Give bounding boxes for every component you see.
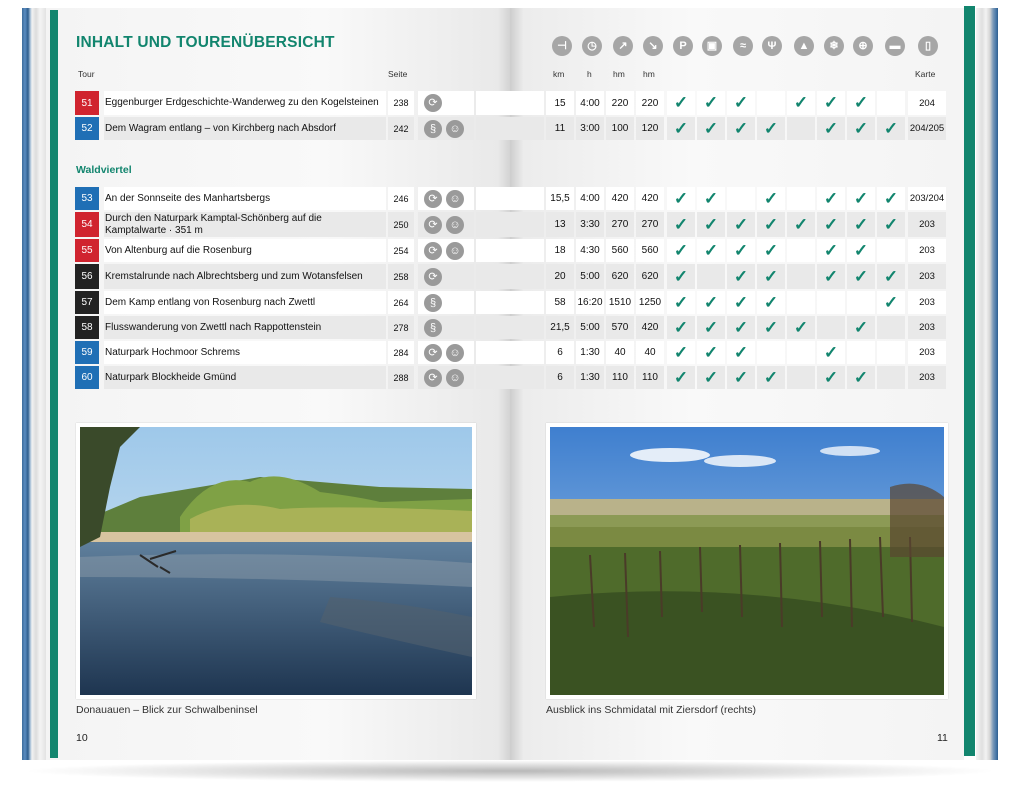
loop-tour-icon: ⟳ [424, 216, 442, 234]
tour-ascent: 100 [611, 123, 629, 134]
check-mark-icon: ✓ [823, 188, 839, 208]
tour-page: 242 [393, 123, 409, 134]
check-mark-icon: ✓ [823, 214, 839, 234]
check-mark-icon: ✓ [853, 266, 869, 286]
tour-page: 284 [393, 347, 409, 358]
tour-number: 55 [75, 239, 99, 262]
check-mark-icon: ✓ [763, 292, 779, 312]
tour-name: Eggenburger Erdgeschichte-Wanderweg zu den Kogelsteinen [105, 97, 379, 108]
descent-icon: ↘ [643, 36, 663, 56]
check-mark-icon: ✓ [733, 118, 749, 138]
tour-descent: 420 [641, 322, 659, 333]
tour-page: 264 [393, 297, 409, 308]
tour-ascent: 40 [614, 347, 626, 358]
tour-name: Kremstalrunde nach Albrechtsberg und zum Wotansfelsen [105, 270, 363, 282]
check-mark-icon: ✓ [823, 342, 839, 362]
table-cell [476, 366, 544, 389]
tour-row [0, 91, 1016, 115]
tour-km: 6 [557, 347, 563, 358]
check-mark-icon: ✓ [883, 118, 899, 138]
check-mark-icon: ✓ [733, 317, 749, 337]
tour-number: 59 [75, 341, 99, 364]
tour-map: 203 [919, 219, 935, 230]
tour-descent: 120 [641, 123, 659, 134]
kids-icon: ☺ [446, 344, 464, 362]
tour-number: 54 [75, 212, 99, 237]
section-waldviertel: Waldviertel [76, 164, 132, 176]
tour-km: 15,5 [550, 193, 570, 204]
tour-descent: 270 [641, 219, 659, 230]
check-mark-icon: ✓ [673, 292, 689, 312]
tour-name: Von Altenburg auf die Rosenburg [105, 244, 252, 256]
check-mark-icon: ✓ [883, 266, 899, 286]
tour-number: 60 [75, 366, 99, 389]
summit-icon: ▲ [794, 36, 814, 56]
winter-icon: ❄ [824, 36, 844, 56]
photo-schmidatal [546, 423, 948, 699]
oneway-tour-icon: § [424, 319, 442, 337]
tour-hours: 16:20 [577, 297, 603, 308]
clock-icon: ◷ [582, 36, 602, 56]
tour-number: 51 [75, 91, 99, 115]
table-cell [877, 341, 905, 364]
check-mark-icon: ✓ [883, 292, 899, 312]
loop-tour-icon: ⟳ [424, 242, 442, 260]
loop-tour-icon: ⟳ [424, 268, 442, 286]
check-mark-icon: ✓ [823, 266, 839, 286]
table-cell [877, 239, 905, 262]
tour-name: Durch den Naturpark Kamptal-Schönberg auf die Kamptalwarte · 351 m [105, 212, 322, 236]
tour-name: An der Sonnseite des Manhartsbergs [105, 192, 271, 204]
check-mark-icon: ✓ [763, 188, 779, 208]
check-mark-icon: ✓ [703, 214, 719, 234]
map-icon: ▯ [918, 36, 938, 56]
tour-row [0, 366, 1016, 389]
header-tour: Tour [78, 69, 95, 79]
kids-icon: ☺ [446, 216, 464, 234]
oneway-tour-icon: § [424, 120, 442, 138]
table-cell [757, 341, 785, 364]
photo-donauauen [76, 423, 476, 699]
tour-page: 278 [393, 322, 409, 333]
table-cell [787, 239, 815, 262]
tour-ascent: 560 [611, 245, 629, 256]
tour-row [0, 291, 1016, 314]
check-mark-icon: ✓ [733, 93, 749, 112]
table-cell [877, 366, 905, 389]
oneway-tour-icon: § [424, 294, 442, 312]
table-cell [847, 291, 875, 314]
tour-hours: 3:30 [580, 219, 600, 230]
check-mark-icon: ✓ [823, 367, 839, 387]
loop-tour-icon: ⟳ [424, 94, 442, 112]
check-mark-icon: ✓ [673, 118, 689, 138]
tour-map: 204 [919, 97, 935, 109]
table-cell [877, 316, 905, 339]
check-mark-icon: ✓ [733, 292, 749, 312]
tour-map: 203 [919, 322, 935, 333]
check-mark-icon: ✓ [763, 240, 779, 260]
table-cell [817, 291, 845, 314]
tour-descent: 1250 [638, 297, 662, 308]
tour-row [0, 187, 1016, 210]
check-mark-icon: ✓ [703, 240, 719, 260]
tour-km: 20 [554, 271, 566, 282]
tour-hours: 4:00 [580, 193, 600, 204]
tour-name: Naturpark Hochmoor Schrems [105, 346, 241, 358]
check-mark-icon: ✓ [733, 214, 749, 234]
tour-number: 57 [75, 291, 99, 314]
tour-row [0, 212, 1016, 237]
tour-map: 203 [919, 372, 935, 383]
table-cell [727, 187, 755, 210]
table-cell [877, 91, 905, 115]
kids-icon: ☺ [446, 242, 464, 260]
tour-page: 238 [393, 98, 409, 108]
tour-number: 56 [75, 264, 99, 289]
check-mark-icon: ✓ [703, 118, 719, 138]
tour-km: 21,5 [550, 322, 570, 333]
check-mark-icon: ✓ [853, 118, 869, 138]
tour-ascent: 420 [611, 193, 629, 204]
check-mark-icon: ✓ [853, 317, 869, 337]
kids-icon: ☺ [446, 120, 464, 138]
tour-descent: 620 [641, 271, 659, 282]
tour-ascent: 270 [611, 219, 629, 230]
tour-page: 288 [393, 372, 409, 383]
tour-ascent: 570 [611, 322, 629, 333]
tour-km: 15 [554, 97, 566, 109]
check-mark-icon: ✓ [853, 240, 869, 260]
tour-map: 203 [919, 297, 935, 308]
header-h: h [587, 69, 592, 79]
tour-hours: 1:30 [580, 372, 600, 383]
tour-km: 11 [554, 123, 566, 134]
tour-ascent: 220 [611, 97, 629, 109]
ascent-icon: ↗ [613, 36, 633, 56]
tour-name: Dem Wagram entlang – von Kirchberg nach Absdorf [105, 122, 336, 134]
restaurant-icon: Ψ [762, 36, 782, 56]
table-cell [787, 366, 815, 389]
header-km: km [553, 69, 565, 79]
check-mark-icon: ✓ [673, 266, 689, 286]
caption-left: Donauauen – Blick zur Schwalbeninsel [76, 704, 258, 716]
tour-page: 258 [393, 271, 409, 282]
table-cell [476, 316, 544, 339]
tour-map: 204/205 [909, 123, 945, 134]
table-cell [476, 291, 544, 314]
tour-row [0, 117, 1016, 140]
caption-right: Ausblick ins Schmidatal mit Ziersdorf (rechts) [546, 704, 757, 716]
tour-descent: 560 [641, 245, 659, 256]
book-shadow [20, 760, 1000, 782]
tour-hours: 3:00 [580, 123, 600, 134]
tour-row [0, 264, 1016, 289]
table-cell [787, 187, 815, 210]
tour-page: 246 [393, 193, 409, 204]
table-cell [476, 91, 544, 115]
tour-km: 6 [557, 372, 563, 383]
table-cell [847, 341, 875, 364]
check-mark-icon: ✓ [763, 317, 779, 337]
bus-icon: ▣ [702, 36, 722, 56]
check-mark-icon: ✓ [763, 266, 779, 286]
page-number-left: 10 [76, 732, 88, 744]
check-mark-icon: ✓ [823, 240, 839, 260]
page-number-right: 11 [937, 732, 948, 744]
tour-row [0, 316, 1016, 339]
check-mark-icon: ✓ [673, 188, 689, 208]
tour-ascent: 1510 [608, 297, 632, 308]
table-cell [787, 117, 815, 140]
tour-km: 58 [554, 297, 566, 308]
check-mark-icon: ✓ [733, 266, 749, 286]
check-mark-icon: ✓ [853, 93, 869, 112]
header-karte: Karte [915, 69, 936, 79]
check-mark-icon: ✓ [763, 367, 779, 387]
check-mark-icon: ✓ [673, 214, 689, 234]
check-mark-icon: ✓ [793, 93, 809, 112]
tour-map: 203 [919, 347, 935, 358]
loop-tour-icon: ⟳ [424, 344, 442, 362]
header-hm-down: hm [643, 69, 655, 79]
loop-tour-icon: ⟳ [424, 190, 442, 208]
tour-ascent: 620 [611, 271, 629, 282]
tour-km: 13 [554, 219, 566, 230]
table-cell [476, 264, 544, 289]
check-mark-icon: ✓ [733, 342, 749, 362]
tour-ascent: 110 [612, 372, 628, 383]
check-mark-icon: ✓ [853, 367, 869, 387]
table-cell [476, 239, 544, 262]
check-mark-icon: ✓ [763, 118, 779, 138]
signpost-icon: ⊣ [552, 36, 572, 56]
header-hm-up: hm [613, 69, 625, 79]
tour-number: 53 [75, 187, 99, 210]
tour-map: 203 [919, 271, 935, 282]
header-seite: Seite [388, 69, 408, 79]
tour-descent: 420 [641, 193, 659, 204]
table-cell [787, 341, 815, 364]
tour-km: 18 [554, 245, 566, 256]
check-mark-icon: ✓ [883, 188, 899, 208]
check-mark-icon: ✓ [703, 367, 719, 387]
check-mark-icon: ✓ [853, 214, 869, 234]
check-mark-icon: ✓ [703, 188, 719, 208]
loop-tour-icon: ⟳ [424, 369, 442, 387]
tour-descent: 220 [641, 97, 659, 109]
tour-descent: 110 [642, 372, 658, 383]
kids-icon: ☺ [446, 369, 464, 387]
tour-name: Naturpark Blockheide Gmünd [105, 371, 237, 383]
tour-row [0, 239, 1016, 262]
tour-hours: 4:00 [580, 97, 600, 109]
table-cell [476, 117, 544, 140]
table-cell [817, 316, 845, 339]
swimming-icon: ≈ [733, 36, 753, 56]
tour-hours: 5:00 [580, 322, 600, 333]
page-title: INHALT UND TOURENÜBERSICHT [76, 34, 335, 51]
table-cell [476, 341, 544, 364]
check-mark-icon: ✓ [853, 188, 869, 208]
tour-row [0, 341, 1016, 364]
bicycle-icon: ⊕ [853, 36, 873, 56]
table-cell [757, 91, 785, 115]
check-mark-icon: ✓ [793, 214, 809, 234]
table-cell [787, 264, 815, 289]
check-mark-icon: ✓ [673, 240, 689, 260]
table-cell [787, 291, 815, 314]
check-mark-icon: ✓ [823, 118, 839, 138]
tour-hours: 4:30 [580, 245, 600, 256]
tour-page: 254 [393, 245, 409, 256]
check-mark-icon: ✓ [733, 240, 749, 260]
table-cell [476, 212, 544, 237]
check-mark-icon: ✓ [703, 93, 719, 112]
check-mark-icon: ✓ [703, 317, 719, 337]
check-mark-icon: ✓ [703, 342, 719, 362]
check-mark-icon: ✓ [883, 214, 899, 234]
check-mark-icon: ✓ [673, 93, 689, 112]
tour-hours: 1:30 [580, 347, 600, 358]
check-mark-icon: ✓ [673, 367, 689, 387]
check-mark-icon: ✓ [703, 292, 719, 312]
tour-descent: 40 [644, 347, 656, 358]
table-cell [476, 187, 544, 210]
tour-number: 58 [75, 316, 99, 339]
check-mark-icon: ✓ [673, 342, 689, 362]
tour-map: 203/204 [909, 193, 945, 204]
check-mark-icon: ✓ [823, 93, 839, 112]
tour-number: 52 [75, 117, 99, 140]
check-mark-icon: ✓ [673, 317, 689, 337]
parking-icon: P [673, 36, 693, 56]
tour-page: 250 [393, 219, 409, 230]
tour-name: Flusswanderung von Zwettl nach Rappottenstein [105, 321, 322, 333]
tour-hours: 5:00 [580, 271, 600, 282]
table-cell [697, 264, 725, 289]
check-mark-icon: ✓ [733, 367, 749, 387]
kids-icon: ☺ [446, 190, 464, 208]
accommodation-icon: ▬ [885, 36, 905, 56]
tour-map: 203 [919, 245, 935, 256]
check-mark-icon: ✓ [763, 214, 779, 234]
check-mark-icon: ✓ [793, 317, 809, 337]
tour-name: Dem Kamp entlang von Rosenburg nach Zwettl [105, 296, 316, 308]
